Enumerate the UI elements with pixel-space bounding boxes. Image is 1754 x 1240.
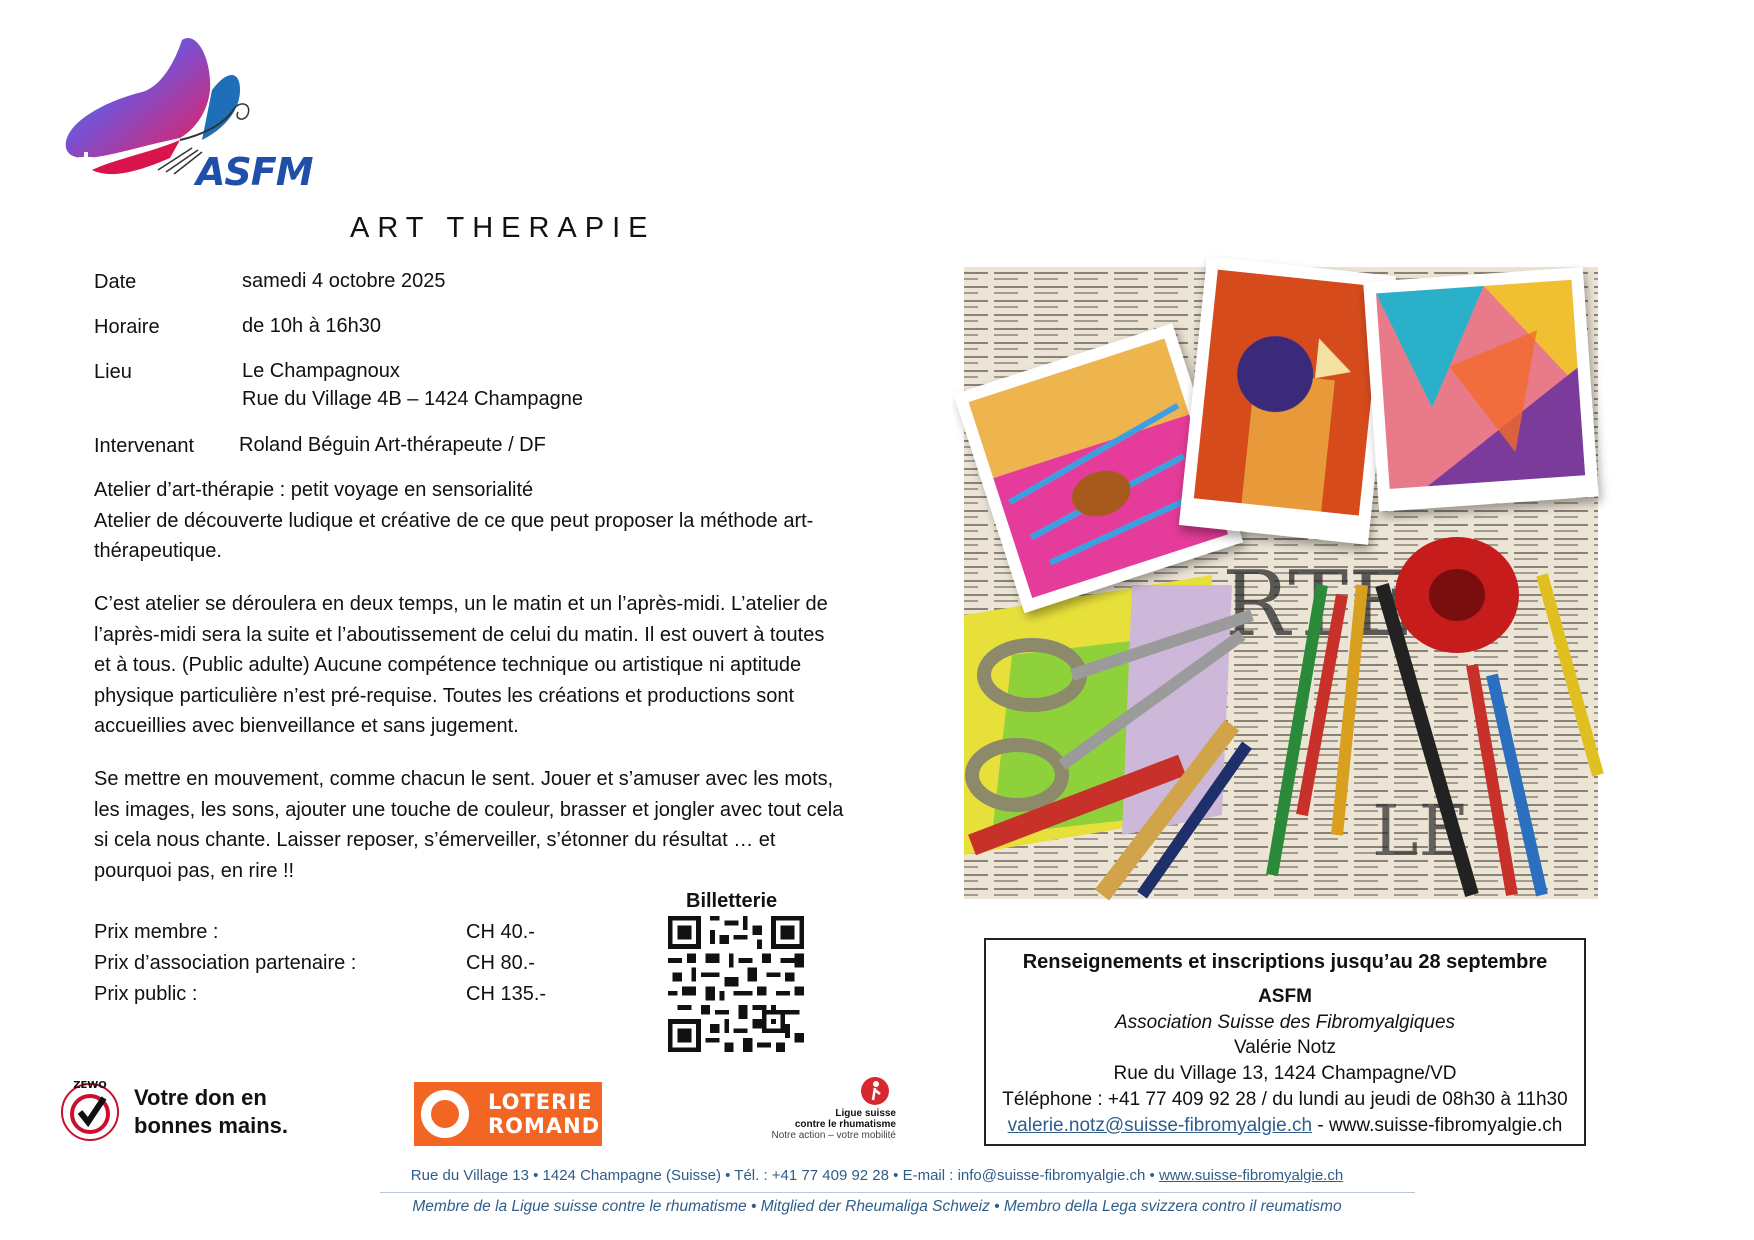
- paragraph-line: Se mettre en mouvement, comme chacun le sent. Jouer et s’amuser avec les mots,: [94, 768, 834, 790]
- price-partner-value: CH 80.-: [466, 952, 535, 974]
- qr-code-icon[interactable]: [668, 916, 804, 1052]
- ligue-line1: Ligue suisse: [835, 1108, 896, 1119]
- zewo-badge-text: ZEWO: [73, 1080, 107, 1091]
- paragraph-line: Atelier d’art-thérapie : petit voyage en sensorialité: [94, 479, 534, 501]
- intervenant-label: Intervenant: [94, 435, 195, 457]
- paragraph-1: [94, 475, 894, 567]
- paragraph-line: pourquoi pas, en rire !!: [94, 859, 295, 882]
- svg-text:LE: LE: [1372, 790, 1470, 872]
- price-public-label: Prix public :: [94, 983, 198, 1005]
- price-public-value: CH 135.-: [466, 983, 547, 1005]
- contact-web: - www.suisse-fibromyalgie.ch: [1312, 1114, 1563, 1136]
- contact-org: ASFM: [1258, 985, 1312, 1007]
- ligue-text: [771, 1108, 896, 1141]
- contact-address: Rue du Village 13, 1424 Champagne/VD: [1113, 1063, 1457, 1085]
- contact-links: [986, 1113, 1584, 1139]
- paragraph-line: si cela nous chante. Laisser reposer, s’émerveiller, s’étonner du résultat … et: [94, 829, 776, 851]
- price-partner-label: Prix d’association partenaire :: [94, 952, 357, 974]
- footer-address: [0, 1167, 1754, 1184]
- zewo-line2: bonnes mains.: [134, 1113, 289, 1138]
- footer-line1: Rue du Village 13 • 1424 Champagne (Suisse) • Tél. : +41 77 409 92 28 • E-mail : info@suisse-fibromyalgie.ch •: [410, 1167, 1159, 1184]
- date-value: samedi 4 octobre 2025: [242, 270, 446, 292]
- contact-email-link[interactable]: valerie.notz@suisse-fibromyalgie.ch: [1007, 1114, 1313, 1136]
- paragraph-line: accueillies avec bienveillance et sans jugement.: [94, 715, 519, 737]
- ligue-line3: Notre action – votre mobilité: [771, 1130, 896, 1141]
- page-title: ART THERAPIE: [350, 212, 656, 244]
- paragraph-line: thérapeutique.: [94, 540, 222, 562]
- footer-membership: Membre de la Ligue suisse contre le rhumatisme • Mitglied der Rheumaliga Schweiz • Membro della Lega svizzera contro il reumatismo: [412, 1198, 1342, 1215]
- ligue-figure-icon: [860, 1076, 890, 1106]
- lieu-line1: Le Champagnoux: [242, 360, 400, 382]
- contact-org-full: Association Suisse des Fibromyalgiques: [1114, 1011, 1456, 1033]
- horaire-value: de 10h à 16h30: [242, 315, 382, 337]
- contact-heading: Renseignements et inscriptions jusqu’au 28 septembre: [1022, 951, 1548, 973]
- loterie-romande-logo: [414, 1082, 616, 1146]
- footer-website-link[interactable]: www.suisse-fibromyalgie.ch: [1158, 1167, 1344, 1184]
- contact-person: Valérie Notz: [1233, 1037, 1337, 1059]
- paragraph-line: les images, les sons, ajouter une touche de couleur, brasser et jongler avec tout cela: [94, 798, 844, 821]
- art-supplies-photo: [952, 255, 1612, 915]
- zewo-seal-icon: [58, 1078, 122, 1142]
- paragraph-line: Atelier de découverte ludique et créative de ce que peut proposer la méthode art-: [94, 509, 814, 532]
- lieu-label: Lieu: [94, 361, 132, 383]
- zewo-line1: Votre don en: [134, 1085, 267, 1110]
- loterie-line2: ROMANDE: [488, 1114, 616, 1138]
- horaire-label: Horaire: [94, 316, 160, 338]
- paragraph-line: l’après-midi sera la suite et l’aboutissement de celui du matin. Il est ouvert à toutes: [94, 623, 825, 646]
- paragraph-line: physique particulière n’est pré-requise. Toutes les créations et productions sont: [94, 684, 795, 707]
- price-member-value: CH 40.-: [466, 921, 535, 943]
- footer-divider: [380, 1192, 1415, 1193]
- price-member-label: Prix membre :: [94, 921, 219, 943]
- intervenant-value: Roland Béguin Art-thérapeute / DF: [239, 434, 546, 456]
- contact-box: [984, 938, 1586, 1146]
- billetterie-label: Billetterie: [686, 890, 778, 912]
- loterie-text: [488, 1090, 616, 1138]
- contact-phone: Téléphone : +41 77 409 92 28 / du lundi au jeudi de 08h30 à 11h30: [1002, 1088, 1568, 1110]
- lieu-line2: Rue du Village 4B – 1424 Champagne: [242, 388, 583, 410]
- ligue-line2: contre le rhumatisme: [794, 1119, 896, 1130]
- ligue-rhumatisme-logo: [760, 1076, 900, 1144]
- loterie-ring-icon: [418, 1088, 472, 1140]
- loterie-line1: LOTERIE: [488, 1090, 593, 1114]
- date-label: Date: [94, 271, 137, 293]
- paragraph-3: [94, 764, 894, 886]
- logo-text: ASFM: [196, 150, 313, 194]
- paragraph-2: [94, 589, 894, 742]
- paragraph-line: C’est atelier se déroulera en deux temps, un le matin et un l’après-midi. L’atelier de: [94, 593, 828, 615]
- paragraph-line: et à tous. (Public adulte) Aucune compétence technique ou artistique ni aptitude: [94, 654, 802, 676]
- zewo-text: [134, 1084, 288, 1140]
